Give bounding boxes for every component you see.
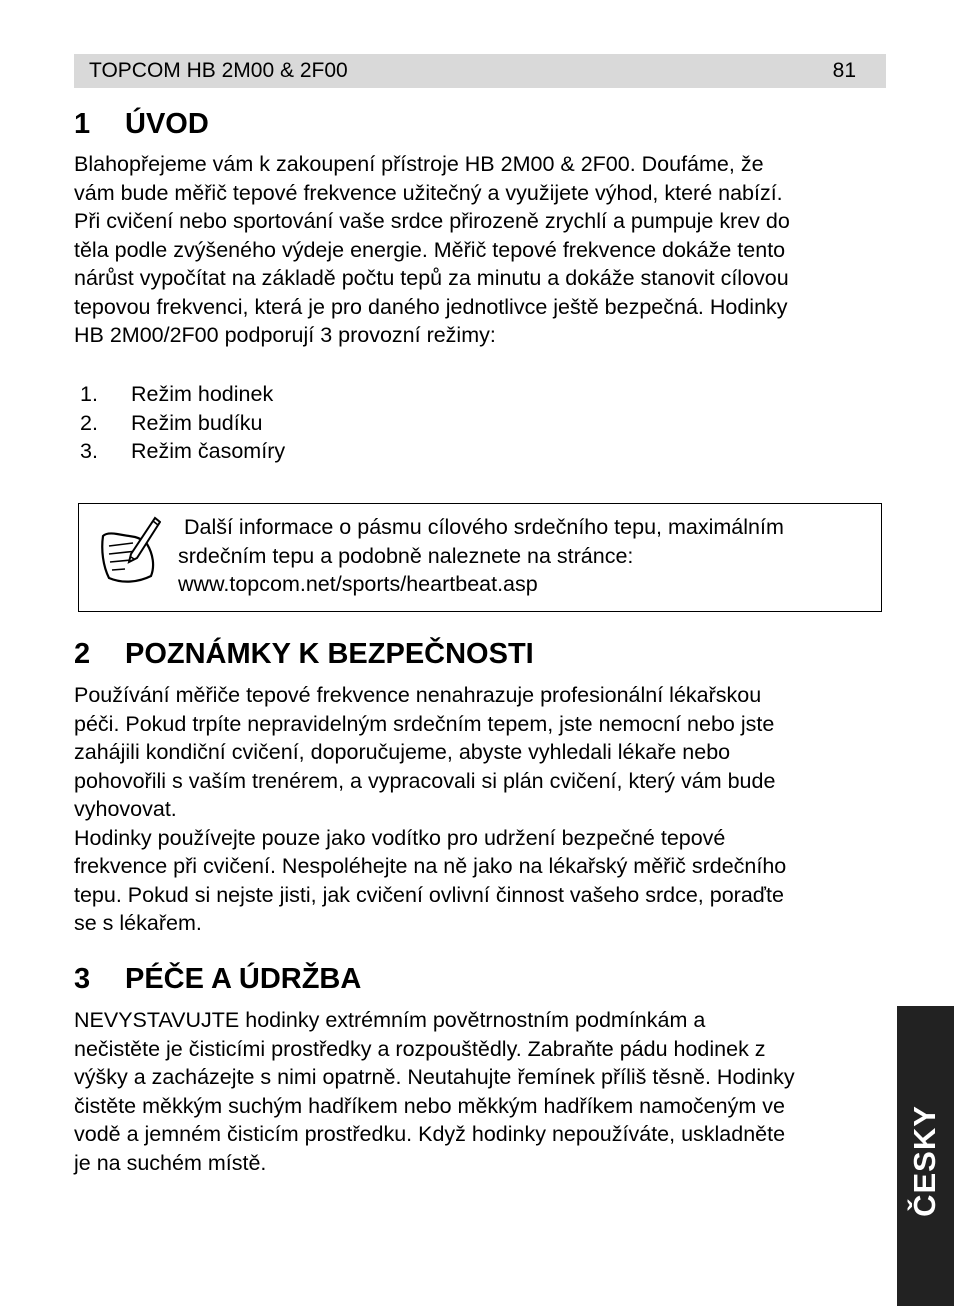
paragraph-line: je na suchém místě. <box>74 1150 267 1175</box>
list-item-number: 2. <box>80 410 98 435</box>
list-item-number: 3. <box>80 439 98 463</box>
list-item-number: 1. <box>80 382 98 406</box>
paragraph-line: frekvence při cvičení. Nespoléhejte na ně jako na lékařský měřič srdečního <box>74 854 787 878</box>
paragraph-line: vyhovovat. <box>74 797 177 821</box>
note-line: srdečním tepu a podobně naleznete na stránce: <box>178 543 634 568</box>
section-2-title: POZNÁMKY K BEZPEČNOSTI <box>125 638 534 670</box>
section-1-heading <box>74 107 209 141</box>
paragraph-line: nárůst vypočítat na základě počtu tepů za minutu a dokáže stanovit cílovou <box>74 266 789 290</box>
section-3-number: 3 <box>74 963 91 995</box>
list-item <box>80 409 285 438</box>
section-3-title: PÉČE A ÚDRŽBA <box>125 963 362 995</box>
language-side-tab <box>897 1006 954 1306</box>
note-pencil-icon <box>95 510 161 586</box>
list-item-label: Režim hodinek <box>131 382 274 406</box>
list-item-label: Režim budíku <box>131 410 263 435</box>
paragraph-line: nečistěte je čisticími prostředky a rozpouštědly. Zabraňte pádu hodinek z <box>74 1036 766 1061</box>
section-1-title: ÚVOD <box>125 108 209 140</box>
section-1-number: 1 <box>74 108 91 140</box>
paragraph-line: Blahopřejeme vám k zakoupení přístroje HB 2M00 & 2F00. Doufáme, že <box>74 152 764 176</box>
list-item <box>80 437 285 466</box>
paragraph-line: výšky a zacházejte s nimi opatrně. Neutahujte řemínek příliš těsně. Hodinky <box>74 1065 795 1089</box>
paragraph-line: tepu. Pokud si nejste jisti, jak cvičení ovlivní činnost vašeho srdce, poraďte <box>74 882 784 907</box>
info-note-box <box>78 503 882 612</box>
paragraph-line: Používání měřiče tepové frekvence nenahrazuje profesionální lékařskou <box>74 683 762 707</box>
paragraph-line: čistěte měkkým suchým hadříkem nebo měkkým hadříkem namočeným ve <box>74 1093 785 1118</box>
list-item <box>80 380 285 409</box>
note-text <box>178 513 878 599</box>
paragraph-line: tepovou frekvenci, která je pro daného jednotlivce ještě bezpečná. Hodinky <box>74 294 788 319</box>
mode-list <box>80 380 285 466</box>
paragraph-line: pohovořili s vaším trenérem, a vypracovali si plán cvičení, který vám bude <box>74 768 776 793</box>
section-3-heading <box>74 962 361 996</box>
list-item-label: Režim časomíry <box>131 439 286 463</box>
section-2-number: 2 <box>74 638 91 670</box>
page-header <box>74 54 886 88</box>
paragraph-line: vám bude měřič tepové frekvence užitečný a využijete výhod, které nabízí. <box>74 180 783 205</box>
paragraph-line: zahájili kondiční cvičení, doporučujeme, abyste vyhledali lékaře nebo <box>74 740 731 764</box>
paragraph-line: HB 2M00/2F00 podporují 3 provozní režimy: <box>74 323 496 347</box>
note-url: www.topcom.net/sports/heartbeat.asp <box>178 572 538 596</box>
paragraph-line: vodě a jemném čisticím prostředku. Když hodinky nepoužíváte, uskladněte <box>74 1122 786 1146</box>
paragraph-line: se s lékařem. <box>74 911 202 935</box>
language-label: ČESKY <box>907 1105 942 1217</box>
paragraph-line: Hodinky používejte pouze jako vodítko pro udržení bezpečné tepové <box>74 825 726 850</box>
note-line: Další informace o pásmu cílového srdečního tepu, maximálním <box>178 515 784 539</box>
page-number: 81 <box>832 59 856 82</box>
paragraph-line: NEVYSTAVUJTE hodinky extrémním povětrnostním podmínkám a <box>74 1008 706 1032</box>
header-title: TOPCOM HB 2M00 & 2F00 <box>89 59 348 82</box>
section-2-text <box>74 681 894 938</box>
paragraph-line: Při cvičení nebo sportování vaše srdce přirozeně zrychlí a pumpuje krev do <box>74 209 790 233</box>
paragraph-line: péči. Pokud trpíte nepravidelným srdečním tepem, jste nemocní nebo jste <box>74 711 775 736</box>
section-2-heading <box>74 637 534 671</box>
section-1-text <box>74 150 894 350</box>
paragraph-line: těla podle zvýšeného výdeje energie. Měřič tepové frekvence dokáže tento <box>74 237 786 262</box>
section-3-text <box>74 1006 894 1177</box>
